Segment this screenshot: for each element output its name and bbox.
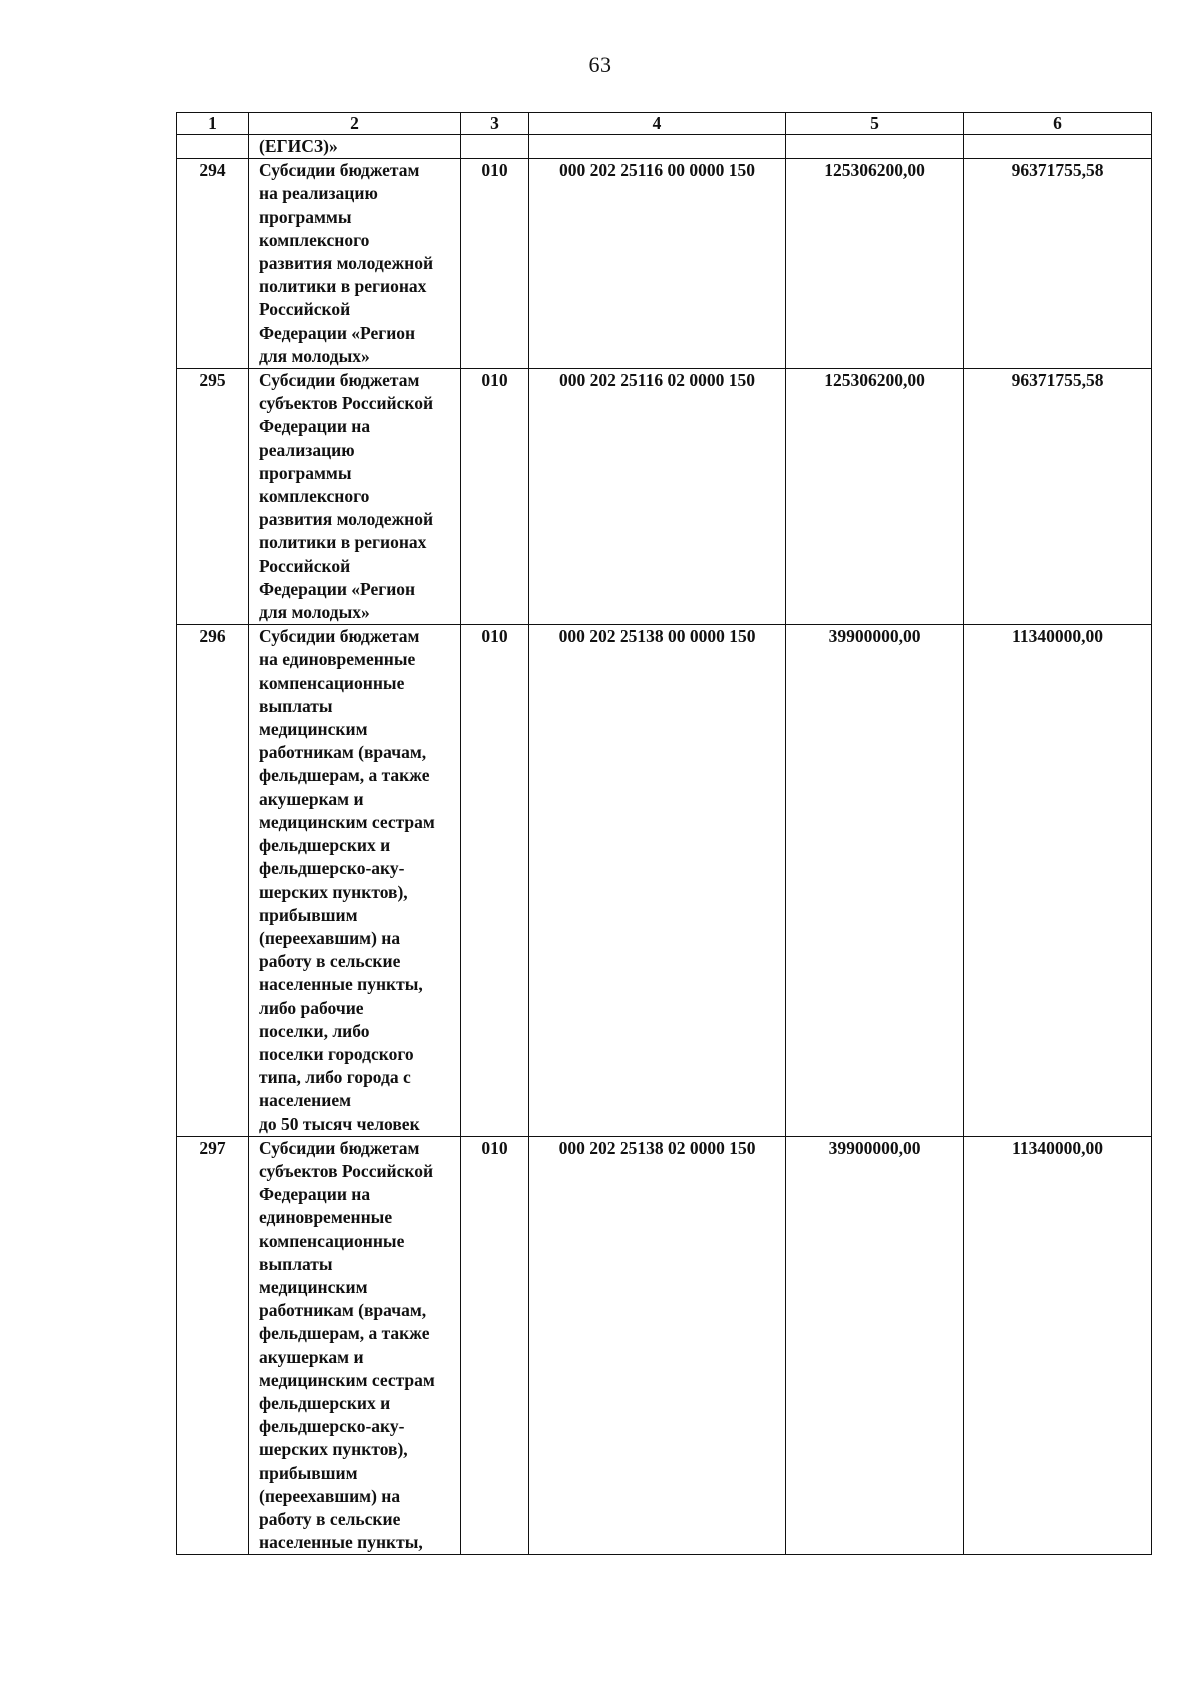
name-line: комплексного — [259, 486, 370, 507]
row-name-cell — [249, 369, 461, 625]
column-header-2: 2 — [249, 113, 461, 135]
name-line: Федерации на — [259, 416, 371, 437]
name-line: шерских пунктов), — [259, 881, 408, 902]
table-row — [177, 1136, 1152, 1555]
name-line: Субсидии бюджетам — [259, 1137, 420, 1158]
name-line: населенные пункты, — [259, 1532, 423, 1553]
column-header-4: 4 — [529, 113, 786, 135]
name-line: фельдшерам, а также — [259, 765, 430, 786]
table-row — [177, 369, 1152, 625]
row-kbk-cell — [529, 135, 786, 159]
row-plan-cell: 39900000,00 — [786, 1136, 964, 1555]
name-line: для молодых» — [259, 345, 370, 366]
name-line: развития молодежной — [259, 509, 434, 530]
table-row — [177, 159, 1152, 369]
row-number-cell: 296 — [177, 625, 249, 1136]
column-header-3: 3 — [461, 113, 529, 135]
name-line: фельдшерских и — [259, 835, 391, 856]
name-line: на единовременные — [259, 649, 416, 670]
name-line: единовременные — [259, 1207, 393, 1228]
name-line: компенсационные — [259, 672, 405, 693]
name-line: медицинским — [259, 719, 368, 740]
table-row — [177, 625, 1152, 1136]
name-line: работникам (врачам, — [259, 742, 427, 763]
name-line: развития молодежной — [259, 253, 434, 274]
name-line: субъектов Российской — [259, 393, 434, 414]
name-line: Субсидии бюджетам — [259, 370, 420, 391]
row-kbk-cell: 000 202 25138 00 0000 150 — [529, 625, 786, 1136]
name-line: выплаты — [259, 695, 333, 716]
name-line: населенные пункты, — [259, 974, 423, 995]
row-fact-cell — [964, 135, 1152, 159]
budget-table — [176, 112, 1152, 1555]
name-line: прибывшим — [259, 1462, 358, 1483]
name-line: работу в сельские — [259, 1508, 401, 1529]
row-number-cell: 297 — [177, 1136, 249, 1555]
row-fact-cell: 11340000,00 — [964, 1136, 1152, 1555]
name-line: выплаты — [259, 1253, 333, 1274]
name-line: до 50 тысяч человек — [259, 1113, 420, 1134]
name-line: фельдшерско-аку- — [259, 858, 405, 879]
name-line: Субсидии бюджетам — [259, 160, 420, 181]
name-line: шерских пунктов), — [259, 1439, 408, 1460]
name-line: работникам (врачам, — [259, 1300, 427, 1321]
name-line: работу в сельские — [259, 951, 401, 972]
row-kbk-cell: 000 202 25116 00 0000 150 — [529, 159, 786, 369]
name-line: медицинским сестрам — [259, 811, 435, 832]
name-line: (ЕГИСЗ)» — [259, 136, 338, 156]
table-row-continuation — [177, 135, 1152, 159]
row-number-cell — [177, 135, 249, 159]
name-line: фельдшерско-аку- — [259, 1416, 405, 1437]
name-line: акушеркам и — [259, 788, 364, 809]
row-name-cell — [249, 159, 461, 369]
page-number: 63 — [588, 52, 612, 77]
column-header-1: 1 — [177, 113, 249, 135]
row-code-cell — [461, 135, 529, 159]
row-fact-cell: 11340000,00 — [964, 625, 1152, 1136]
name-line: Федерации «Регион — [259, 578, 416, 599]
name-line: политики в регионах — [259, 276, 427, 297]
row-plan-cell: 125306200,00 — [786, 369, 964, 625]
row-code-cell: 010 — [461, 369, 529, 625]
row-name-cell — [249, 625, 461, 1136]
row-name-cell — [249, 135, 461, 159]
name-line: программы — [259, 206, 352, 227]
row-number-cell: 295 — [177, 369, 249, 625]
row-plan-cell — [786, 135, 964, 159]
name-line: Федерации на — [259, 1184, 371, 1205]
name-line: прибывшим — [259, 904, 358, 925]
row-plan-cell: 125306200,00 — [786, 159, 964, 369]
name-line: фельдшерских и — [259, 1392, 391, 1413]
name-line: поселки городского — [259, 1043, 414, 1064]
name-line: Федерации «Регион — [259, 322, 416, 343]
name-line: программы — [259, 462, 352, 483]
name-line: политики в регионах — [259, 532, 427, 553]
name-line: фельдшерам, а также — [259, 1323, 430, 1344]
name-line: Российской — [259, 555, 351, 576]
name-line: для молодых» — [259, 602, 370, 623]
row-kbk-cell: 000 202 25138 02 0000 150 — [529, 1136, 786, 1555]
name-line: населением — [259, 1090, 352, 1111]
row-plan-cell: 39900000,00 — [786, 625, 964, 1136]
row-name-cell — [249, 1136, 461, 1555]
name-line: либо рабочие — [259, 997, 364, 1018]
name-line: типа, либо города с — [259, 1067, 411, 1088]
name-line: акушеркам и — [259, 1346, 364, 1367]
column-header-6: 6 — [964, 113, 1152, 135]
name-line: субъектов Российской — [259, 1160, 434, 1181]
row-code-cell: 010 — [461, 159, 529, 369]
name-line: на реализацию — [259, 183, 378, 204]
name-line: комплексного — [259, 229, 370, 250]
table-header-row — [177, 113, 1152, 135]
name-line: (переехавшим) на — [259, 1485, 401, 1506]
row-fact-cell: 96371755,58 — [964, 159, 1152, 369]
name-line: компенсационные — [259, 1230, 405, 1251]
name-line: реализацию — [259, 439, 355, 460]
name-line: Российской — [259, 299, 351, 320]
row-number-cell: 294 — [177, 159, 249, 369]
name-line: медицинским сестрам — [259, 1369, 435, 1390]
name-line: Субсидии бюджетам — [259, 626, 420, 647]
row-code-cell: 010 — [461, 1136, 529, 1555]
column-header-5: 5 — [786, 113, 964, 135]
row-kbk-cell: 000 202 25116 02 0000 150 — [529, 369, 786, 625]
name-line: поселки, либо — [259, 1020, 370, 1041]
name-line: (переехавшим) на — [259, 927, 401, 948]
row-code-cell: 010 — [461, 625, 529, 1136]
row-fact-cell: 96371755,58 — [964, 369, 1152, 625]
name-line: медицинским — [259, 1276, 368, 1297]
